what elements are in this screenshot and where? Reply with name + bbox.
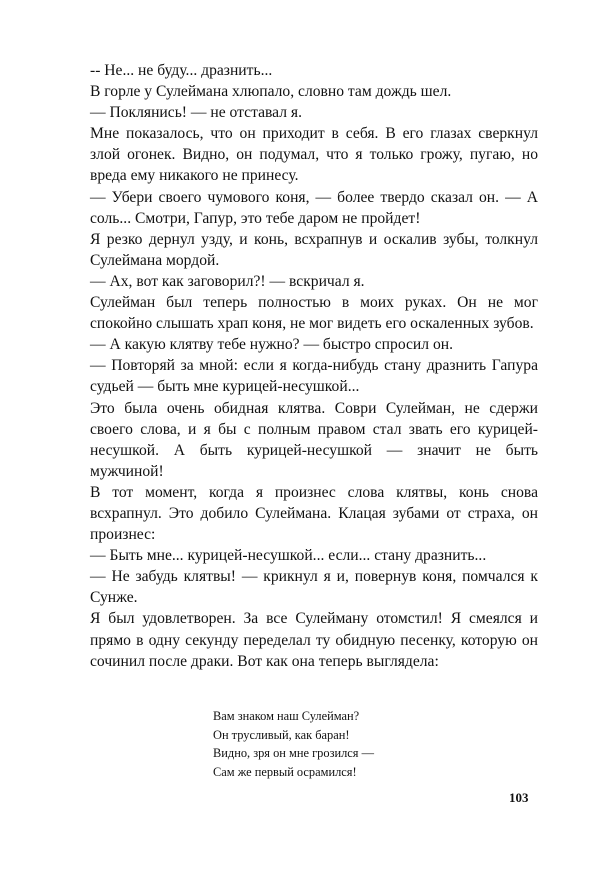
poem-line: Он трусливый, как баран! [213, 727, 350, 742]
paragraph: — Быть мне... курицей-несушкой... если... стану дразнить... [90, 547, 487, 565]
paragraph: — А какую клятву тебе нужно? — быстро спросил он. [90, 336, 453, 354]
paragraph: Я был удовлетворен. За все Сулейману отомстил! Я смеялся и прямо в одну секунду переделал ту обидную песенку, которую он сочинил после драки. Вот как она теперь выглядела: [90, 610, 538, 670]
paragraph: В тот момент, когда я произнес слова клятвы, конь снова всхрапнул. Это добило Сулеймана. Клацая зубами от страха, он произнес: [90, 483, 538, 544]
poem-line: Видно, зря он мне грозился — [213, 746, 374, 761]
paragraph: В горле у Сулеймана хлюпало, словно там дождь шел. [90, 83, 452, 101]
paragraph: — Убери своего чумового коня, — более твердо сказал он. — А соль... Смотри, Гапур, это тебе даром не пройдет! [90, 188, 538, 227]
paragraph: Это была очень обидная клятва. Соври Сулейман, не сдержи своего слова, и я бы с полным правом стал звать его курицей-несушкой. А быть курицей-несушкой — значит не быть мужчиной! [90, 399, 538, 480]
paragraph: -- Не... не буду... дразнить... [90, 62, 273, 79]
page-number: 103 [509, 790, 529, 805]
paragraph: — Не забудь клятвы! — крикнул я и, повернув коня, помчался к Сунже. [90, 568, 538, 607]
paragraph: Я резко дернул узду, и конь, всхрапнув и оскалив зубы, толкнул Сулеймана мордой. [90, 230, 538, 269]
body-text [90, 60, 538, 672]
paragraph: Мне показалось, что он приходит в себя. В его глазах сверкнул злой огонек. Видно, он подумал, что я только грожу, пугаю, но вреда ему никакого не принесу. [90, 125, 538, 185]
paragraph: Сулейман был теперь полностью в моих руках. Он не мог спокойно слышать храп коня, не мог видеть его оскаленных зубов. [90, 294, 538, 333]
poem-line: Вам знаком наш Сулейман? [213, 709, 360, 723]
paragraph: — Повторяй за мной: если я когда-нибудь стану дразнить Гапура судьей — быть мне курицей-несушкой... [90, 357, 538, 396]
paragraph: — Поклянись! — не отставал я. [90, 104, 302, 122]
poem [213, 707, 374, 781]
poem-line: Сам же первый осрамился! [213, 764, 357, 779]
paragraph: — Ах, вот как заговорил?! — вскричал я. [90, 272, 365, 290]
